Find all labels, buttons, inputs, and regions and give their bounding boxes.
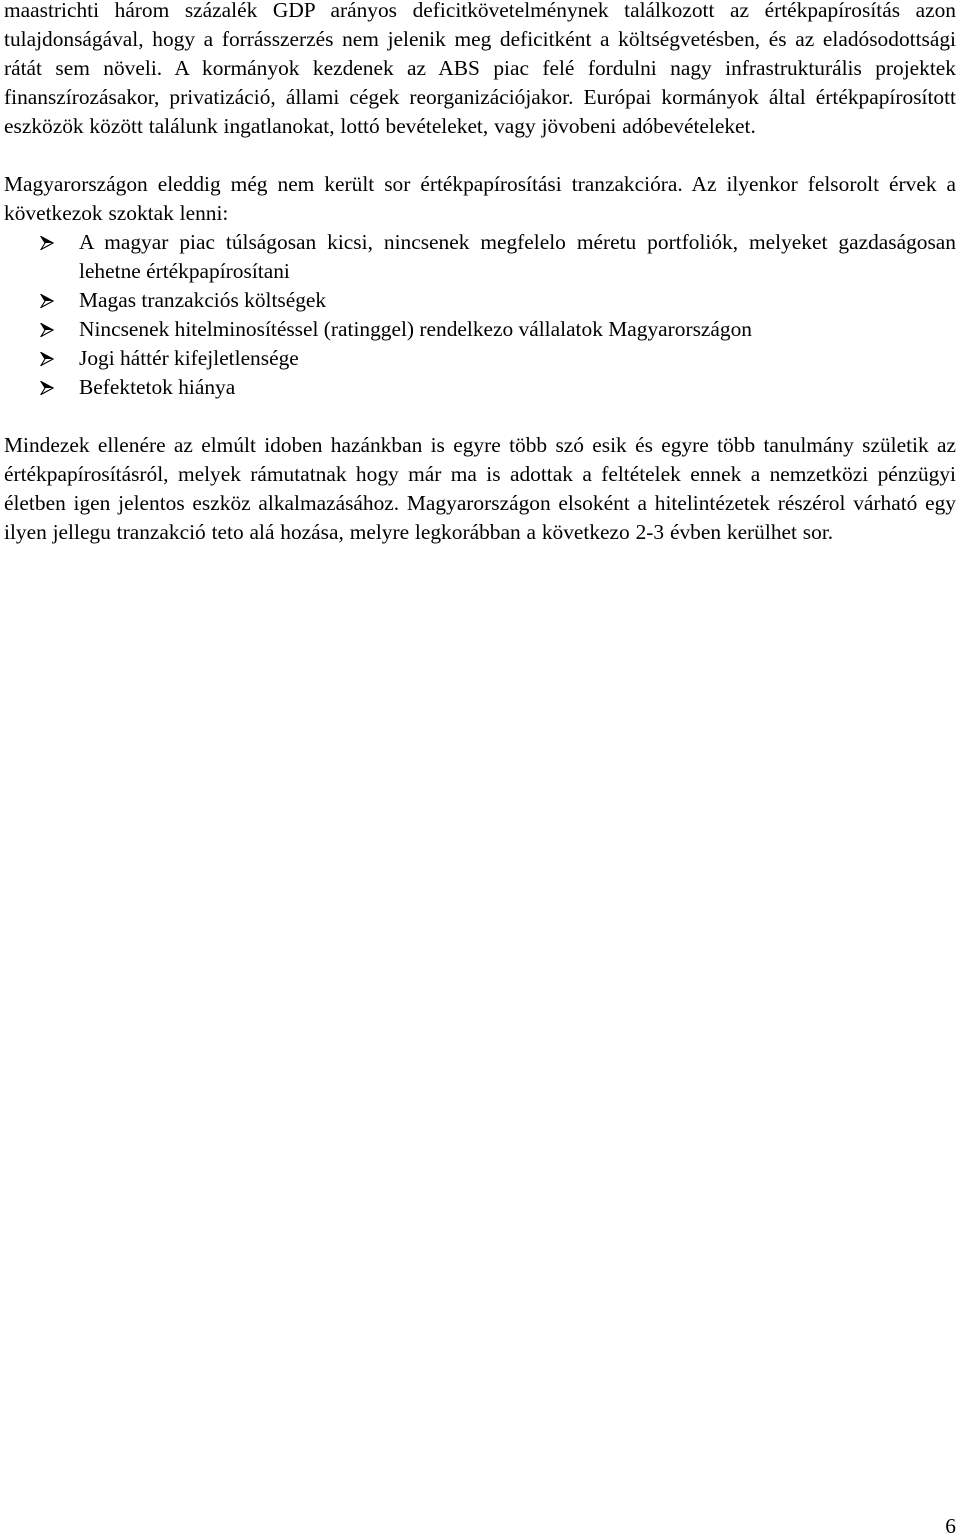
list-item bbox=[4, 228, 956, 286]
paragraph-2: Magyarországon eleddig még nem került sor értékpapírosítási tranzakcióra. Az ilyenkor felsorolt érvek a következok szoktak lenni: bbox=[4, 172, 956, 225]
arrowhead-bullet-icon bbox=[40, 236, 54, 250]
document-page bbox=[4, 0, 956, 547]
bullet-text: Magas tranzakciós költségek bbox=[79, 288, 327, 312]
arrowhead-bullet-icon bbox=[40, 294, 54, 308]
bullet-text: Befektetok hiánya bbox=[79, 375, 236, 399]
arrowhead-bullet-icon bbox=[40, 381, 54, 395]
bullet-text: Nincsenek hitelminosítéssel (ratinggel) rendelkezo vállalatok Magyarországon bbox=[79, 317, 752, 341]
list-item bbox=[4, 373, 956, 402]
page-number: 6 bbox=[945, 1514, 956, 1538]
paragraph-spacer bbox=[4, 402, 956, 431]
arrowhead-bullet-icon bbox=[40, 323, 54, 337]
list-item bbox=[4, 344, 956, 373]
list-item bbox=[4, 315, 956, 344]
bullet-text: Jogi háttér kifejletlensége bbox=[79, 346, 299, 370]
paragraph-spacer bbox=[4, 141, 956, 170]
list-item bbox=[4, 286, 956, 315]
bullet-text: A magyar piac túlságosan kicsi, nincsenek megfelelo méretu portfoliók, melyeket gazdaságosan lehetne értékpapírosítani bbox=[79, 230, 956, 283]
arrowhead-bullet-icon bbox=[40, 352, 54, 366]
paragraph-1: maastrichti három százalék GDP arányos deficitkövetelménynek találkozott az értékpapírosítás azon tulajdonságával, hogy a forrásszerzés nem jelenik meg deficitként a költségvetésben, és az eladósodottsági rátát sem növeli. A kormányok kezdenek az ABS piac felé fordulni nagy infrastrukturális projektek finanszírozásakor, privatizáció, állami cégek reorganizációjakor. Európai kormányok által értékpapírosított eszközök között találunk ingatlanokat, lottó bevételeket, vagy jövobeni adóbevételeket. bbox=[4, 0, 956, 138]
paragraph-3: Mindezek ellenére az elmúlt idoben hazánkban is egyre több szó esik és egyre több tanulmány születik az értékpapírosításról, melyek rámutatnak hogy már ma is adottak a feltételek ennek a nemzetközi pénzügyi életben igen jelentos eszköz alkalmazásához. Magyarországon elsoként a hitelintézetek részérol várható egy ilyen jellegu tranzakció teto alá hozása, melyre legkorábban a következo 2-3 évben kerülhet sor. bbox=[4, 433, 956, 544]
bullet-list bbox=[4, 228, 956, 402]
